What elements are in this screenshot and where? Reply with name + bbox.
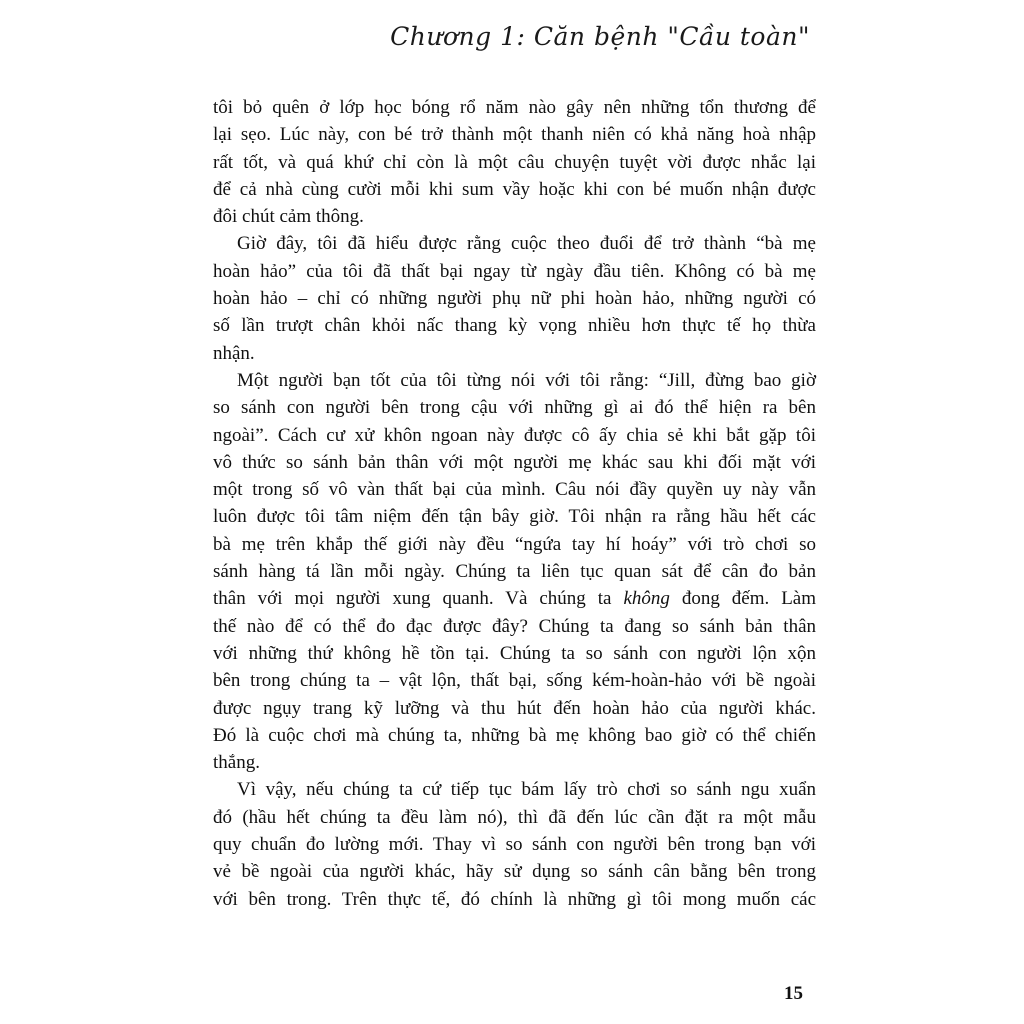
chapter-running-header: Chương 1: Căn bệnh "Cầu toàn" xyxy=(390,22,810,51)
text-line: thế nào để có thể đo đạc được đây? Chúng ta đang so sánh bản thân xyxy=(213,615,816,637)
text-line: lại sẹo. Lúc này, con bé trở thành một thanh niên có khả năng hoà nhập xyxy=(213,124,816,146)
page-number: 15 xyxy=(784,983,803,1004)
text-line: hoàn hảo – chỉ có những người phụ nữ phi hoàn hảo, những người có xyxy=(213,288,816,310)
text-line: một trong số vô vàn thất bại của mình. Câu nói đầy quyền uy này vẫn xyxy=(213,479,816,501)
text-line: với những thứ không hề tồn tại. Chúng ta so sánh con người lộn xộn xyxy=(213,642,816,664)
text-line: Đó là cuộc chơi mà chúng ta, những bà mẹ không bao giờ có thể chiến xyxy=(213,724,816,746)
text-line: để cả nhà cùng cười mỗi khi sum vầy hoặc khi con bé muốn nhận được xyxy=(213,178,816,200)
paragraph-2 xyxy=(213,230,816,366)
text-line: hoàn hảo” của tôi đã thất bại ngay từ ngày đầu tiên. Không có bà mẹ xyxy=(213,260,816,282)
text-line: sánh hàng tá lần mỗi ngày. Chúng ta liên tục quan sát để cân đo bản xyxy=(213,561,816,583)
text-line: đôi chút cảm thông. xyxy=(213,206,364,228)
text-line: quy chuẩn đo lường mới. Thay vì so sánh con người bên trong bạn với xyxy=(213,834,816,856)
text-line: bên trong chúng ta – vật lộn, thất bại, sống kém-hoàn-hảo với bề ngoài xyxy=(213,670,816,692)
text-segment: thân với mọi người xung quanh. Và chúng ta xyxy=(213,588,624,610)
text-line: bà mẹ trên khắp thế giới này đều “ngứa tay hí hoáy” với trò chơi so xyxy=(213,533,816,555)
body-text xyxy=(213,94,816,913)
paragraph-3 xyxy=(213,367,816,776)
text-segment: đong đếm. Làm xyxy=(669,588,817,610)
text-line: rất tốt, và quá khứ chỉ còn là một câu chuyện tuyệt vời được nhắc lại xyxy=(213,151,816,173)
paragraph-1 xyxy=(213,94,816,230)
text-line: Một người bạn tốt của tôi từng nói với tôi rằng: “Jill, đừng bao giờ xyxy=(237,369,816,391)
paragraph-4 xyxy=(213,776,816,912)
emphasis-word: không xyxy=(623,588,670,610)
text-line: nhận. xyxy=(213,342,255,364)
text-line: Giờ đây, tôi đã hiểu được rằng cuộc theo đuổi để trở thành “bà mẹ xyxy=(237,233,816,255)
text-line: số lần trượt chân khỏi nấc thang kỳ vọng nhiều hơn thực tế họ thừa xyxy=(213,315,816,337)
text-line: luôn được tôi tâm niệm đến tận bây giờ. Tôi nhận ra rằng hầu hết các xyxy=(213,506,816,528)
text-line: với bên trong. Trên thực tế, đó chính là những gì tôi mong muốn các xyxy=(213,888,816,910)
text-line-with-emphasis xyxy=(213,585,816,612)
text-line: ngoài”. Cách cư xử khôn ngoan này được cô ấy chia sẻ khi bắt gặp tôi xyxy=(213,424,816,446)
text-line: Vì vậy, nếu chúng ta cứ tiếp tục bám lấy trò chơi so sánh ngu xuẩn xyxy=(237,779,816,801)
text-line: thắng. xyxy=(213,752,260,774)
text-line: so sánh con người bên trong cậu với những gì ai đó thể hiện ra bên xyxy=(213,397,816,419)
text-line: vô thức so sánh bản thân với một người mẹ khác sau khi đối mặt với xyxy=(213,451,816,473)
text-line: đó (hầu hết chúng ta đều làm nó), thì đã đến lúc cần đặt ra một mẫu xyxy=(213,806,816,828)
text-line: vẻ bề ngoài của người khác, hãy sử dụng so sánh cân bằng bên trong xyxy=(213,861,816,883)
text-line: được ngụy trang kỹ lưỡng và thu hút đến hoàn hảo của người khác. xyxy=(213,697,816,719)
text-line: tôi bỏ quên ở lớp học bóng rổ năm nào gây nên những tổn thương để xyxy=(213,97,816,118)
